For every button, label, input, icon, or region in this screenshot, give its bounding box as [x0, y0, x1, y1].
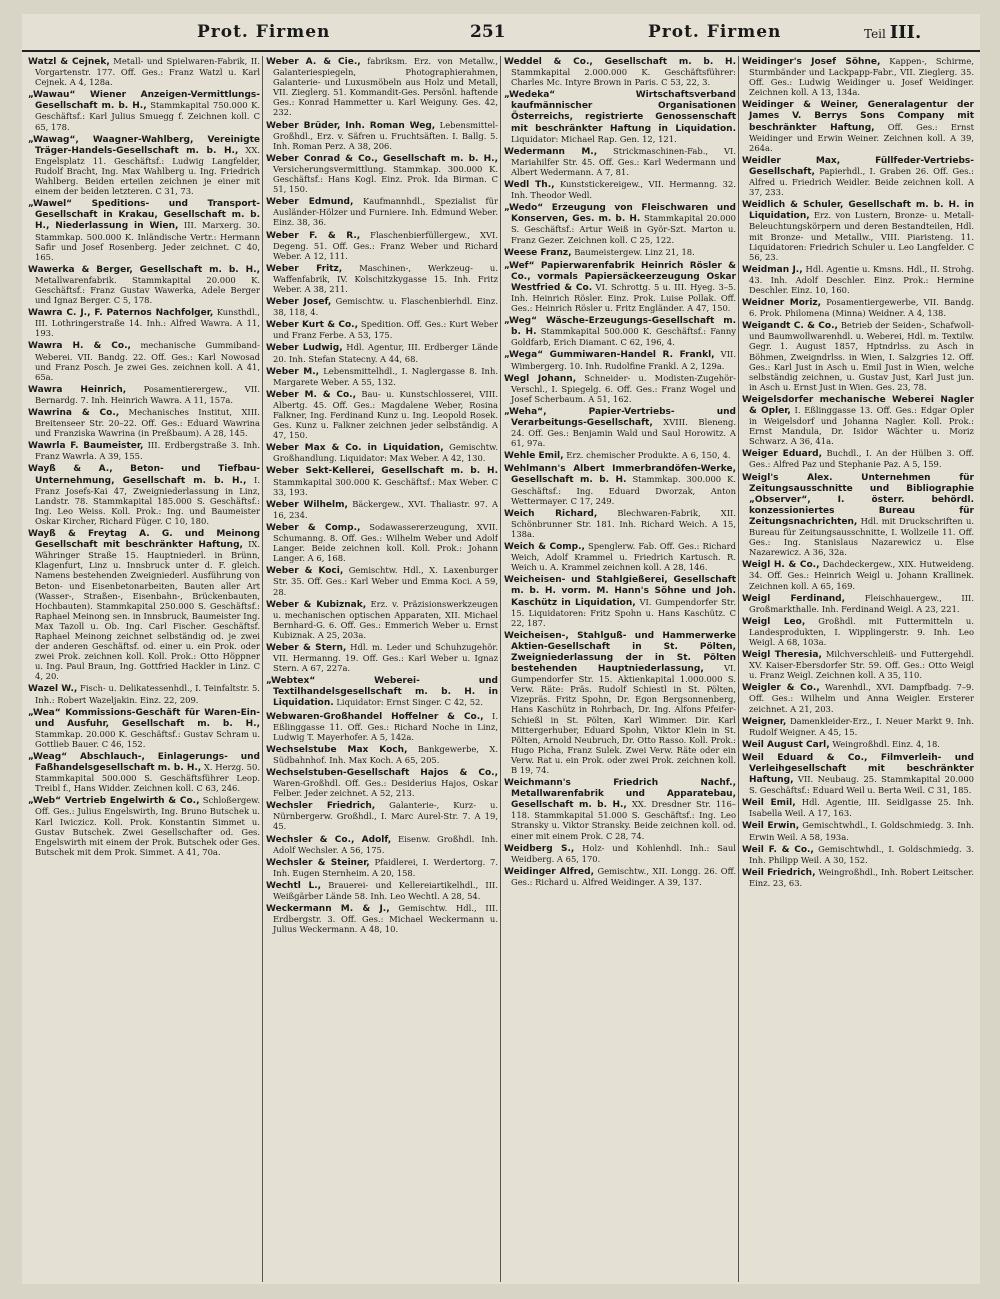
- firm-details: Schloßergew. Off. Ges.: Julius Engelswirth, Ing. Bruno Butschek u. Karl Iwiczicz. Koll. Prok. Konstantin Simmet u. Gustav Butschek. Zwei Gesellschafter od. Ges. Engelswirth mit einem der Prok. Butschek oder Ges. Butschek mit dem Prok. Simmet. A 41, 70a.: [35, 795, 260, 857]
- firm-name: Wazel W.,: [28, 684, 78, 695]
- firm-name: Wawra C. J., F. Paternos Nachfolger,: [28, 308, 214, 319]
- firm-details: fabriksm. Erz. von Metallw., Galanteriespiegeln, Photographierahmen, Galanterie- und Luxusmöbeln aus Holz und Metall, VII. Zieglerg. 51. Kommandit-Ges. Persönl. haftende Ges.: Konrad Hammetter u. Karl Weiguny. Ges. 42, 232.: [273, 56, 498, 118]
- directory-entry: [28, 440, 260, 461]
- firm-details: Kaufmannhdl., Spezialist für Ausländer-Hölzer und Furniere. Inh. Edmund Weber. Einz. 38, 36.: [273, 196, 498, 228]
- directory-entry: [266, 153, 498, 194]
- directory-entry: [266, 366, 498, 387]
- firm-details: VII. Wimbergerg. 10. Inh. Rudolfine Frankl. A 2, 129a.: [511, 349, 736, 371]
- firm-details: Betrieb der Seiden-, Schafwoll- und Baumwollwarenhdl. u. Weberei, Hdl. m. Textilw. Gegr. 1. August 1857, Hptndrlss. zu Asch in Böhmen, Zweigndrlss. in Wien, I. Salzgries 12. Off. Ges.: Karl Just in Asch u. Emil Just in Wien, welche selbständig zeichnen, u. Gustav Just, Karl Just jun. in Asch u. Ernst Just in Wien. Ges. 23, 78.: [749, 320, 974, 392]
- firm-name: Weese Franz,: [504, 247, 572, 258]
- column-divider: [738, 56, 739, 1282]
- directory-entry: [266, 230, 498, 261]
- directory-entry: [266, 342, 498, 363]
- firm-details: Holz- und Kohlenhdl. Inh.: Saul Weidberg. A 65, 170.: [511, 842, 736, 864]
- directory-entry: [266, 711, 498, 742]
- firm-name: Weber Sekt-Kellerei, Gesellschaft m. b. H.: [266, 466, 498, 477]
- firm-name: „Wedo“ Erzeugung von Fleischwaren und Konserven, Ges. m. b. H.: [504, 203, 736, 225]
- firm-name: Weckermann M. & J.,: [266, 904, 390, 915]
- firm-details: VI. Gumpendorfer Str. 15. Liquidatoren: Fritz Spohn u. Hans Kaschütz. C 22, 187.: [511, 596, 736, 628]
- directory-entry: [742, 739, 974, 750]
- firm-name: „Wawag“, Waagner-Wahlberg, Vereinigte Träger-Handels-Gesellschaft m. b. H.,: [28, 134, 260, 156]
- firm-details: III. Marxerg. 30. Stammkap. 500.000 K. Inländische Vertr.: Hermann Safir und Josef Rosenberg. Jeder zeichnet. C 40, 165.: [35, 220, 260, 262]
- directory-entry: [28, 795, 260, 857]
- directory-entry: [28, 528, 260, 681]
- page-number: 251: [470, 22, 506, 42]
- directory-entry: [742, 752, 974, 795]
- directory-entry: [742, 820, 974, 841]
- directory-entry: [742, 199, 974, 262]
- firm-name: Weich Richard,: [504, 508, 598, 519]
- directory-entry: [742, 616, 974, 647]
- firm-name: „Wawau“ Wiener Anzeigen-Vermittlungs-Gesellschaft m. b. H.,: [28, 90, 260, 112]
- firm-details: Spenglerw. Fab. Off. Ges.: Richard Weich, Adolf Krammel u. Friedrich Kartusch. R. Weich u. A. Krammel zeichnen koll. A 28, 146.: [511, 541, 736, 573]
- firm-name: Weber A. & Cie.,: [266, 57, 361, 67]
- firm-name: Wechselstube Max Koch,: [266, 744, 408, 755]
- firm-details: Stammkap. 300.000 K. Geschäftsf.: Ing. Eduard Dworzak, Anton Wettermayer. C 17, 249.: [511, 474, 736, 506]
- firm-name: Weber & Koci,: [266, 566, 344, 577]
- firm-name: Weigl Theresia,: [742, 650, 822, 661]
- part-indicator: [864, 22, 921, 43]
- directory-entry: [266, 642, 498, 673]
- firm-details: Kappen-, Schirme, Sturmbänder und Lackpapp-Fabr., VII. Zieglerg. 35. Off. Ges.: Ludwig Weidinger u. Josef Weidinger. Zeichnen koll. A 13, 134a.: [749, 56, 974, 98]
- firm-details: Stammkapital 500.000 K. Geschäftsf.: Fanny Goldfarb, Erich Diamant. C 62, 196, 4.: [511, 326, 736, 348]
- directory-entry: [266, 599, 498, 640]
- firm-details: Stammkap. 20.000 K. Geschäftsf.: Gustav Schram u. Gottlieb Bauer. C 46, 152.: [35, 728, 260, 749]
- directory-entry: [266, 800, 498, 831]
- firm-name: „Wef“ Papierwarenfabrik Heinrich Rösler & Co., vormals Papiersäckeerzeugung Oskar Westfried & Co.: [504, 260, 736, 293]
- firm-details: mechanische Gummiband-Weberei. VII. Bandg. 22. Off. Ges.: Karl Nowosad und Franz Posch. Je zwei Ges. zeichnen koll. A 41, 65a.: [35, 340, 260, 382]
- directory-entry: [742, 394, 974, 446]
- directory-entry: [266, 903, 498, 934]
- firm-name: Weidinger's Josef Söhne,: [742, 57, 881, 67]
- directory-entry: [266, 767, 498, 798]
- column-3: [504, 56, 736, 1282]
- directory-entry: [742, 797, 974, 818]
- firm-name: Wedl Th.,: [504, 180, 555, 191]
- firm-details: Gemischtw. u. Flaschenbierhdl. Einz. 38, 118, 4.: [273, 296, 498, 318]
- directory-entry: [504, 315, 736, 347]
- firm-details: Hdl. m. Leder und Schuhzugehör. VII. Hermanng. 19. Off. Ges.: Karl Weber u. Ignaz Stern. A 67, 227a.: [273, 641, 498, 674]
- firm-details: Stammkapital 2.000.000 K. Geschäftsführer: Charles Mc. Intyre Brown in Paris. C 53, 22, 3.: [511, 67, 736, 88]
- firm-details: Stammkapital 750.000 K. Geschäftsf.: Karl Julius Smuegg f. Zeichnen koll. C 65, 178.: [35, 100, 260, 132]
- firm-name: Wegl Johann,: [504, 373, 577, 384]
- firm-details: XX. Engelsplatz 11. Geschäftsf.: Ludwig Langfelder, Rudolf Bracht, Ing. Max Wahlberg u. Ing. Friedrich Wahlberg. Beiden erteilen zeichnen je einer mit einem der beiden letzteren. C 31, 73.: [35, 144, 260, 197]
- firm-name: Weber Wilhelm,: [266, 499, 348, 510]
- directory-entry: [266, 499, 498, 520]
- firm-name: Weil Erwin,: [742, 821, 800, 832]
- firm-details: Gemischtw. Großhandlung. Liquidator: Max Weber. A 42, 130.: [273, 442, 498, 464]
- firm-name: Weber Josef,: [266, 297, 332, 308]
- directory-entry: [28, 264, 260, 305]
- firm-details: Gemischtw. Hdl., III. Erdbergstr. 3. Off. Ges.: Michael Weckermann u. Julius Weckermann. A 48, 10.: [273, 903, 498, 935]
- firm-details: Galanterie-, Kurz- u. Nürnbergerw. Großhdl., I. Marc Aurel-Str. 7. A 19, 45.: [273, 800, 498, 832]
- firm-details: Bankgewerbe, X. Südbahnhof. Inh. Max Koch. A 65, 205.: [273, 743, 498, 765]
- firm-details: Weingroßhdl. Einz. 4, 18.: [832, 738, 940, 749]
- directory-entry: [266, 675, 498, 708]
- directory-entry: [28, 56, 260, 87]
- header-rule: [22, 50, 980, 52]
- firm-details: I. Eßlinggasse 13. Off. Ges.: Edgar Opler in Weigelsdorf und Johanna Nagler. Koll. Prok.: Ernst Mandula, Dr. Isidor Wächter u. Moriz Schwarz. A 36, 41a.: [749, 405, 974, 447]
- columns-container: [22, 56, 980, 1282]
- directory-entry: [266, 522, 498, 563]
- column-divider: [262, 56, 263, 1282]
- page-header: [22, 14, 980, 48]
- firm-name: Wawrina & Co.,: [28, 408, 120, 418]
- firm-name: Webwaren-Großhandel Hoffelner & Co.,: [266, 711, 484, 722]
- firm-name: Weber Max & Co. in Liquidation,: [266, 443, 444, 454]
- directory-entry: [266, 263, 498, 294]
- firm-name: Weber & Stern,: [266, 642, 347, 653]
- directory-entry: [28, 683, 260, 704]
- firm-details: Fleischhauergew., III. Großmarkthalle. Inh. Ferdinand Weigl. A 23, 221.: [749, 592, 974, 614]
- firm-name: Wehlmann's Albert Immerbrandöfen-Werke, Gesellschaft m. b. H.: [504, 464, 736, 486]
- directory-entry: [742, 593, 974, 614]
- firm-name: Weidner Moriz,: [742, 298, 822, 309]
- firm-details: Kunsthdl., III. Lothringerstraße 14. Inh.: Alfred Wawra. A 11, 193.: [35, 307, 260, 339]
- firm-details: Posamentiergewerbe, VII. Bandg. 6. Prok. Philomena (Minna) Weidner. A 4, 138.: [749, 297, 974, 319]
- firm-name: Weil Eduard & Co., Filmverleih- und Verleihgesellschaft mit beschränkter Haftung,: [742, 752, 974, 786]
- directory-entry: [504, 630, 736, 775]
- directory-entry: [504, 843, 736, 864]
- firm-name: Wawrla F. Baumeister,: [28, 441, 144, 452]
- firm-name: „Weha“, Papier-Vertriebs- und Verarbeitungs-Gesellschaft,: [504, 406, 736, 428]
- firm-details: Kunststickereigew., VII. Hermanng. 32. Inh. Theodor Wedl.: [511, 179, 736, 201]
- firm-details: Metallwarenfabrik. Stammkapital 20.000 K. Geschäftsf.: Franz Gustav Wawerka, Adele Berger und Ignaz Berger. C 5, 178.: [35, 274, 260, 306]
- firm-name: Weber Edmund,: [266, 197, 354, 208]
- directory-page: [22, 14, 980, 1284]
- directory-entry: [742, 320, 974, 392]
- firm-details: Fisch- u. Delikatessenhdl., I. Teinfaltstr. 5. Inh.: Robert Wazeljakin. Einz. 22, 209.: [35, 683, 260, 705]
- firm-details: Spedition. Off. Ges.: Kurt Weber und Franz Ferbe. A 53, 175.: [273, 319, 498, 341]
- firm-details: XX. Dresdner Str. 116–118. Stammkapital 51.000 S. Geschäftsf.: Ing. Leo Stransky u. Viktor Stransky. Beide zeichnen koll. od. einer mit einem Prok. C 28, 74.: [511, 799, 736, 841]
- firm-details: Pfaidlerei, I. Werdertorg. 7. Inh. Eugen Sternheim. A 20, 158.: [273, 856, 498, 878]
- firm-details: Waren-Großhdl. Off. Ges.: Desiderius Hajos, Oskar Felber. Jeder zeichnet. A 52, 213.: [273, 778, 498, 799]
- firm-details: Erz. von Lustern, Bronze- u. Metall-Beleuchtungskörpern und deren Bestandteilen, Hdl. mit Bronze- und Metallw., VIII. Piaristeng. 11. Liquidatoren: Friedrich Schuler u. Leo Langfelder. C 56, 23.: [749, 210, 974, 262]
- firm-details: Schneider- u. Modisten-Zugehör-Verschl., I. Spiegelg. 6. Off. Ges.: Franz Wogel und Josef Scherbaum. A 51, 162.: [511, 372, 736, 404]
- directory-entry: [266, 196, 498, 227]
- firm-details: I. Eßlinggasse 11. Off. Ges.: Richard Noche in Linz, Ludwig T. Mayerhofer. A 5, 142a.: [273, 710, 498, 742]
- firm-name: Weber Kurt & Co.,: [266, 320, 359, 331]
- directory-entry: [504, 179, 736, 200]
- firm-name: Weil August Carl,: [742, 739, 830, 750]
- directory-entry: [504, 373, 736, 404]
- firm-details: Stammkapital 300.000 K. Geschäftsf.: Max Weber. C 33, 193.: [273, 476, 498, 497]
- firm-details: Eisenw. Großhdl. Inh. Adolf Wechsler. A 56, 175.: [273, 833, 498, 855]
- firm-details: VII. Neubaug. 25. Stammkapital 20.000 S. Geschäftsf.: Eduard Weil u. Berta Weil. C 31, 185.: [749, 774, 974, 796]
- firm-details: Mechanisches Institut, XIII. Breitenseer Str. 20–22. Off. Ges.: Eduard Wawrina und Franziska Wawrina (in Preßbaum). A 28, 145.: [35, 407, 260, 439]
- firm-name: Wayß & A., Beton- und Tiefbau-Unternehmung, Gesellschaft m. b. H.,: [28, 464, 260, 486]
- directory-entry: [28, 340, 260, 381]
- directory-entry: [266, 296, 498, 317]
- firm-details: Gemischtw. Hdl., X. Laxenburger Str. 35. Off. Ges.: Karl Weber und Emma Koci. A 59, 28.: [273, 565, 498, 597]
- directory-entry: [504, 406, 736, 448]
- firm-name: Weigl's Alex. Unternehmen für Zeitungsausschnitte und Bibliographie „Observer“, I. österr. behördl. konzessioniertes Bureau für Zeitungsnachrichten,: [742, 472, 974, 527]
- directory-entry: [742, 56, 974, 97]
- firm-details: X. Herzg. 50. Stammkapital 500.000 S. Geschäftsführer Leop. Treibl f., Hans Widder. Zeichnen koll. C 63, 246.: [35, 762, 260, 794]
- directory-entry: [504, 463, 736, 505]
- firm-name: Weigandt C. & Co.,: [742, 321, 838, 332]
- firm-details: Blechwaren-Fabrik, XII. Schönbrunner Str. 181. Inh. Richard Weich. A 15, 138a.: [511, 507, 736, 539]
- directory-entry: [28, 407, 260, 438]
- firm-details: Bäckergew., XVI. Thaliastr. 97. A 16, 234.: [273, 498, 498, 520]
- firm-name: Weber M.,: [266, 366, 320, 377]
- firm-name: Weiger Eduard,: [742, 449, 823, 460]
- firm-details: Bau- u. Kunstschlosserei, VIII. Albertg. 45. Off. Ges.: Magdalene Weber, Rosina Falkner, Ing. Ferdinand Kunz u. Ing. Leopold Rosek. Ges. Kunz u. Falkner zeichnen jeder selbständig. A 47, 150.: [273, 388, 498, 441]
- directory-entry: [504, 260, 736, 313]
- directory-entry: [266, 880, 498, 901]
- firm-name: Wechsler & Steiner,: [266, 857, 370, 868]
- directory-entry: [504, 541, 736, 572]
- firm-details: Hdl. Agentie u. Kmsns. Hdl., II. Strohg. 43. Inh. Adolf Deschler. Einz. Prok.: Hermine Deschler. Einz. 10, 160.: [749, 263, 974, 295]
- firm-name: Weigelsdorfer mechanische Weberei Nagler & Opler,: [742, 394, 974, 416]
- firm-name: Weidler Max, Füllfeder-Vertriebs-Gesellschaft,: [742, 155, 974, 177]
- firm-name: Weidberg S.,: [504, 843, 575, 854]
- directory-entry: [266, 857, 498, 878]
- header-right-title: Prot. Firmen: [648, 22, 782, 42]
- directory-entry: [28, 307, 260, 338]
- firm-details: Liquidator: Ernst Singer. C 42, 52.: [336, 697, 484, 708]
- firm-name: Wechsler & Co., Adolf,: [266, 834, 392, 845]
- firm-name: „Wega“ Gummiwaren-Handel R. Frankl,: [504, 350, 715, 361]
- firm-name: Weidinger & Weiner, Generalagentur der James V. Berrys Sons Company mit beschränkter Haftung,: [742, 100, 974, 133]
- directory-entry: [266, 465, 498, 496]
- directory-entry: [742, 716, 974, 737]
- firm-name: Wedermann M.,: [504, 146, 598, 157]
- firm-name: „Weg“ Wäsche-Erzeugungs-Gesellschaft m. b. H.: [504, 316, 736, 338]
- directory-entry: [28, 89, 260, 131]
- directory-entry: [266, 565, 498, 596]
- directory-entry: [742, 559, 974, 590]
- directory-entry: [504, 349, 736, 370]
- firm-details: Metall- und Spielwaren-Fabrik, II. Vorgartenstr. 177. Off. Ges.: Franz Watzl u. Karl Cejnek. A 4, 128a.: [35, 56, 260, 88]
- part-number: III.: [889, 22, 922, 43]
- firm-details: Damenkleider-Erz., I. Neuer Markt 9. Inh. Rudolf Weigner. A 45, 15.: [749, 715, 974, 737]
- firm-name: „Wawel“ Speditions- und Transport-Gesellschaft in Krakau, Gesellschaft m. b. H., Niederlassung in Wien,: [28, 199, 260, 232]
- firm-name: „Wedeka“ Wirtschaftsverband kaufmännischer Organisationen Österreichs, registrierte Genossenschaft mit beschränkter Haftung in Liquidation.: [504, 90, 736, 134]
- firm-name: Weber & Kubiznak,: [266, 599, 367, 610]
- firm-name: Wechsler Friedrich,: [266, 801, 376, 812]
- directory-entry: [504, 866, 736, 887]
- firm-details: Off. Ges.: Ernst Weidinger und Erwin Weiner. Zeichnen koll. A 39, 264a.: [749, 121, 974, 153]
- directory-entry: [742, 99, 974, 152]
- firm-name: „Web“ Vertrieb Engelwirth & Co.,: [28, 796, 200, 807]
- firm-name: Weil Friedrich,: [742, 867, 816, 878]
- directory-entry: [266, 56, 498, 118]
- firm-name: Weichmann's Friedrich Nachf., Metallwarenfabrik und Apparatebau, Gesellschaft m. b. H.,: [504, 778, 736, 811]
- firm-details: Versicherungsvermittlung. Stammkap. 300.000 K. Geschäftsf.: Hans Kogl. Einz. Prok. Ida Birman. C 51, 150.: [273, 163, 498, 195]
- firm-details: Hdl. Agentur, III. Erdberger Lände 20. Inh. Stefan Statecny. A 44, 68.: [273, 342, 498, 364]
- directory-entry: [504, 146, 736, 177]
- firm-name: Weigl Leo,: [742, 616, 806, 627]
- firm-details: Hdl. Agentie, III. Seidlgasse 25. Inh. Isabella Weil. A 17, 163.: [749, 797, 974, 819]
- firm-name: „Wea“ Kommissions-Geschäft für Waren-Ein- und Ausfuhr, Gesellschaft m. b. H.,: [28, 707, 260, 729]
- firm-name: Weber Fritz,: [266, 263, 343, 274]
- firm-name: Wawerka & Berger, Gesellschaft m. b. H.,: [28, 264, 260, 275]
- directory-entry: [504, 56, 736, 87]
- directory-entry: [504, 777, 736, 841]
- directory-entry: [742, 682, 974, 713]
- firm-name: Weich & Comp.,: [504, 542, 585, 553]
- firm-name: Watzl & Cejnek,: [28, 57, 110, 67]
- firm-details: Buchdl., I. An der Hülben 3. Off. Ges.: Alfred Paz und Stephanie Paz. A 5, 159.: [749, 448, 974, 470]
- firm-name: Wawra Heinrich,: [28, 384, 127, 395]
- firm-details: Strickmaschinen-Fab., VI. Mariahilfer Str. 45. Off. Ges.: Karl Wedermann und Albert Wedermann. A 7, 81.: [511, 145, 736, 177]
- firm-details: VI. Schrottg. 5 u. III. Hyeg. 3–5. Inh. Heinrich Rösler. Einz. Prok. Luise Pollak. Off. Ges.: Heinrich Rösler u. Fritz Engländer. A 47, 150.: [511, 281, 736, 314]
- firm-name: Weber F. & R.,: [266, 230, 361, 241]
- firm-details: Papierhdl., I. Graben 26. Off. Ges.: Alfred u. Friedrich Weidler. Beide zeichnen koll. A 37, 233.: [749, 165, 974, 198]
- firm-name: Weidman J.,: [742, 264, 803, 275]
- directory-entry: [266, 120, 498, 151]
- directory-entry: [504, 450, 736, 461]
- directory-entry: [742, 649, 974, 680]
- firm-name: Weber Conrad & Co., Gesellschaft m. b. H.,: [266, 153, 498, 164]
- part-label: Teil: [864, 27, 886, 41]
- firm-details: I. Franz Josefs-Kai 47, Zweigniederlassung in Linz, Landstr. 78. Stammkapital 185.000 S. Geschäftsf.: Ing. Leo Weiss. Koll. Prok.: Ing. und Baumeister Oskar Kircher, Richard Füger. C 10, 180.: [35, 474, 260, 526]
- firm-details: III. Erdbergstraße 3. Inh. Franz Wawrla. A 39, 155.: [35, 440, 260, 462]
- firm-details: VI. Gumpendorfer Str. 15. Aktienkapital 1.000.000 S. Verw. Räte: Präs. Rudolf Schiestl in St. Pölten, Vizepräs. Fritz Spohn, Dr. Egon Bergsonnenberg, Hans Kaschütz in Rohrbach, Dr. Ing. Alfons Pfeifer-Schießl in St. Pölten, Karl Wimmer. Dir. Karl Mittergerhuber, Eduard Spohn, Viktor Klein in St. Pölten, Arnold Neubruch, Dr. Otto Rasso. Koll. Prok.: Hugo Picha, Franz Sulek. Zwei Verw. Räte oder ein Verw. Rat u. ein Prok. oder zwei Prok. zeichnen koll. B 19, 74.: [511, 663, 736, 775]
- firm-name: Weigner,: [742, 716, 787, 727]
- directory-entry: [504, 247, 736, 258]
- firm-details: Lebensmittelhdl., I. Naglergasse 8. Inh. Margarete Weber. A 55, 132.: [273, 365, 498, 387]
- directory-entry: [28, 751, 260, 793]
- directory-entry: [266, 389, 498, 440]
- column-divider: [500, 56, 501, 1282]
- firm-name: „Weag“ Abschlauch-, Einlagerungs- und Faßhandelsgesellschaft m. b. H.,: [28, 752, 260, 774]
- firm-details: Gemischtw., XII. Longg. 26. Off. Ges.: Richard u. Alfred Weidinger. A 39, 137.: [511, 865, 736, 887]
- firm-details: Großhdl. mit Futtermitteln u. Landesprodukten, I. Wipplingerstr. 9. Inh. Leo Weigl. A 68, 103a.: [749, 615, 974, 647]
- firm-details: Gemischtwhdl., I. Goldschmiedg. 3. Inh. Erwin Weil. A 58, 193a.: [749, 820, 974, 842]
- firm-name: Weigler & Co.,: [742, 683, 820, 694]
- directory-entry: [28, 707, 260, 749]
- directory-entry: [504, 202, 736, 244]
- firm-name: Weber Brüder, Inh. Roman Weg,: [266, 120, 436, 131]
- firm-details: IX. Währinger Straße 15. Hauptniederl. in Brünn, Klagenfurt, Linz u. Innsbruck unter d. F. gleich. Namens bestehenden Zweigniederl. Ausführung von Beton- und Eisenbetonarbeiten, Bauten aller Art (Wasser-, Straßen-, Eisenbahn-, Brückenbauten, Hochbauten). Stammkapital 250.000 S. Geschäftsf.: Raphael Meinong sen. in Innsbruck, Baumeister Ing. Max Tazoll u. Ob. Ing. Carl Fischer. Geschäftsf. Raphael Meinong zeichnet selbständig od. je zwei der anderen Geschäftsf. od. einer u. ein Prok. oder zwei Prok. zeichnen koll. Koll. Prok.: Otto Höppner u. Ing. Paul Braun, Ing. Gottfried Hackler in Linz. C 4, 20.: [35, 539, 260, 682]
- firm-name: Weicheisen-, Stahlguß- und Hammerwerke Aktien-Gesellschaft in St. Pölten, Zweigniederlassung der in St. Pölten bestehenden Hauptniederlassung,: [504, 630, 736, 675]
- directory-entry: [742, 472, 974, 558]
- header-left-title: Prot. Firmen: [197, 22, 331, 42]
- firm-details: Posamentierergew., VII. Bernardg. 7. Inh. Heinrich Wawra. A 11, 157a.: [35, 383, 260, 405]
- firm-name: Weil Emil,: [742, 798, 796, 809]
- firm-details: Sodawassererzeugung, XVII. Schumanng. 8. Off. Ges.: Wilhelm Weber und Adolf Langer. Beide zeichnen koll. Koll. Prok.: Johann Langer. A 6, 168.: [273, 521, 498, 564]
- directory-entry: [28, 134, 260, 197]
- firm-name: Weddel & Co., Gesellschaft m. b. H.: [504, 57, 736, 67]
- firm-details: Erz. chemischer Produkte. A 6, 150, 4.: [566, 450, 731, 461]
- firm-name: Weicheisen- und Stahlgießerei, Gesellschaft m. b. H. vorm. M. Hann's Söhne und Joh. Kaschütz in Liquidation,: [504, 575, 736, 608]
- firm-details: Hdl. mit Druckschriften u. Bureau für Zeitungsausschnitte, I. Wollzeile 11. Off. Ges.: Ing. Stanislaus Nazarewicz u. Else Nazarewicz. A 36, 32a.: [749, 515, 974, 558]
- firm-name: Weidlich & Schuler, Gesellschaft m. b. H. in Liquidation,: [742, 200, 974, 222]
- firm-details: Weingroßhdl., Inh. Robert Leitscher. Einz. 23, 63.: [749, 866, 974, 888]
- directory-entry: [28, 463, 260, 526]
- firm-details: Liquidator: Michael Rap. Gen. 12, 121.: [511, 133, 677, 144]
- directory-entry: [742, 867, 974, 888]
- firm-details: Erz. v. Präzisionswerkzeugen u. mechanischen optischen Apparaten, XII. Michael Bernhard-G. 6. Off. Ges.: Emmerich Weber u. Ernst Kubiznak. A 25, 203a.: [273, 598, 498, 640]
- firm-details: Stammkapital 20.000 S. Geschäftsf.: Artur Weiß in Györ-Szt. Marton u. Franz Gezer. Zeichnen koll. C 25, 122.: [511, 213, 736, 245]
- firm-name: Weidinger Alfred,: [504, 866, 595, 877]
- firm-name: Weigl H. & Co.,: [742, 560, 820, 571]
- firm-name: Wayß & Freytag A. G. und Meinong Gesellschaft mit beschränkter Haftung,: [28, 529, 260, 551]
- directory-entry: [504, 574, 736, 627]
- directory-entry: [742, 264, 974, 295]
- firm-name: Weber & Comp.,: [266, 522, 361, 533]
- directory-entry: [28, 384, 260, 405]
- firm-name: Weber Ludwig,: [266, 343, 343, 354]
- directory-entry: [742, 155, 974, 197]
- firm-details: Dachdeckergew., XIX. Hutweideng. 34. Off. Ges.: Heinrich Weigl u. Johann Krallinek. Zeichnen koll. A 65, 169.: [749, 559, 974, 591]
- firm-name: Weigl Ferdinand,: [742, 593, 846, 604]
- directory-entry: [266, 744, 498, 765]
- firm-name: Weil F. & Co.,: [742, 844, 814, 855]
- directory-entry: [504, 508, 736, 539]
- firm-details: XVIII. Bleneng. 24. Off. Ges.: Benjamin Wald und Saul Horowitz. A 61, 97a.: [511, 417, 736, 449]
- directory-entry: [28, 198, 260, 262]
- firm-name: Wehle Emil,: [504, 451, 564, 462]
- firm-details: Baumeistergew. Linz 21, 18.: [574, 246, 695, 257]
- firm-name: Wechselstuben-Gesellschaft Hajos & Co.,: [266, 768, 498, 778]
- firm-details: Milchverschleiß- und Futtergehdl. XV. Kaiser-Ebersdorfer Str. 59. Off. Ges.: Otto Weigl u. Franz Weigl. Zeichnen koll. A 35, 110.: [749, 649, 974, 681]
- directory-entry: [504, 89, 736, 143]
- firm-details: Brauerei- und Kellereiartikelhdl., III. Weißgärber Lände 58. Inh. Leo Wechtl. A 28, 54.: [273, 879, 498, 902]
- directory-entry: [266, 442, 498, 463]
- column-2: [266, 56, 498, 1282]
- firm-details: Gemischtwhdl., I. Goldschmiedg. 3. Inh. Philipp Weil. A 30, 152.: [749, 843, 974, 865]
- directory-entry: [742, 844, 974, 865]
- firm-name: Wechtl L.,: [266, 880, 322, 891]
- directory-entry: [742, 448, 974, 469]
- firm-details: Warenhdl., XVI. Dampfbadg. 7–9. Off. Ges.: Wilhelm und Anna Weigler. Ersterer zeichnet. A 21, 203.: [749, 682, 974, 714]
- directory-entry: [266, 834, 498, 855]
- firm-details: Lebensmittel-Großhdl., Erz. v. Säfren u. Fruchtsäften. I. Ballg. 5. Inh. Roman Perz. A 38, 206.: [273, 119, 498, 151]
- firm-details: Maschinen-, Werkzeug- u. Waffenfabrik, IV. Kolschitzkygasse 15. Inh. Fritz Weber. A 38, 211.: [273, 262, 498, 294]
- firm-details: Flaschenbierfüllergew., XVI. Degeng. 51. Off. Ges.: Franz Weber und Richard Weber. A 12, 111.: [273, 229, 498, 261]
- firm-name: Wawra H. & Co.,: [28, 341, 131, 352]
- firm-name: Weber M. & Co.,: [266, 389, 357, 400]
- directory-entry: [266, 319, 498, 340]
- column-4: [742, 56, 974, 1282]
- column-1: [28, 56, 260, 1282]
- firm-name: „Webtex“ Weberei- und Textilhandelsgesellschaft m. b. H. in Liquidation.: [266, 676, 498, 709]
- directory-entry: [742, 297, 974, 318]
